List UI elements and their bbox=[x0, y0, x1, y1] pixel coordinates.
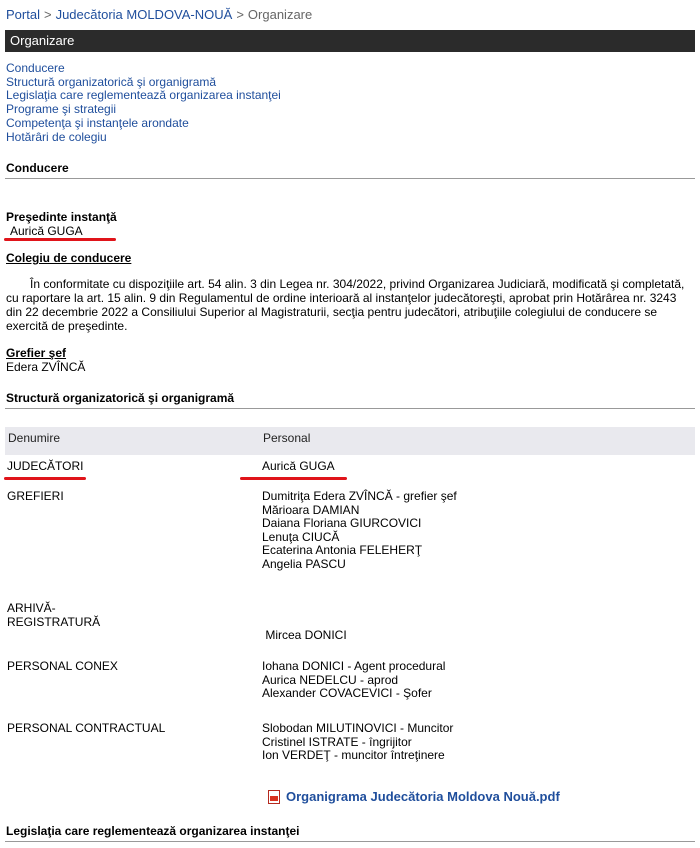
staff-member: Alexander COVACEVICI - Şofer bbox=[262, 686, 432, 700]
table-row-staff bbox=[262, 490, 457, 571]
organigrama-pdf-link[interactable] bbox=[268, 789, 560, 804]
colegiu-label: Colegiu de conducere bbox=[6, 251, 132, 265]
page-title: Organizare bbox=[10, 33, 75, 48]
row-name-line: REGISTRATURĂ bbox=[7, 614, 101, 629]
president-label: Preşedinte instanţă bbox=[6, 210, 117, 224]
table-row-staff bbox=[262, 602, 347, 656]
pdf-file-icon bbox=[268, 790, 280, 804]
staff-member: Aurica NEDELCU - aprod bbox=[262, 672, 399, 687]
staff-member: Angelia PASCU bbox=[262, 556, 346, 571]
section-title-legislatie: Legislaţia care reglementează organizarea instanţei bbox=[6, 824, 300, 838]
staff-member: Mărioara DAMIAN bbox=[262, 502, 360, 517]
staff-member: Cristinel ISTRATE - îngrijitor bbox=[262, 734, 412, 749]
breadcrumb-separator: > bbox=[236, 7, 244, 22]
table-row-name: JUDECĂTORI bbox=[7, 459, 84, 473]
nav-link-legislatie[interactable]: Legislaţia care reglementează organizarea instanţei bbox=[6, 88, 281, 103]
table-row-name: PERSONAL CONTRACTUAL bbox=[7, 721, 166, 735]
nav-link-structura[interactable]: Structură organizatorică şi organigramă bbox=[6, 74, 217, 89]
page-title-bar bbox=[5, 30, 695, 52]
highlight-underline bbox=[240, 477, 347, 480]
nav-link-hotarari[interactable]: Hotărâri de colegiu bbox=[6, 129, 107, 144]
section-title-structura: Structură organizatorică şi organigramă bbox=[6, 391, 235, 405]
table-row-staff bbox=[262, 722, 453, 763]
section-divider bbox=[5, 841, 695, 842]
pdf-link-label: Organigrama Judecătoria Moldova Nouă.pdf bbox=[286, 789, 560, 804]
highlight-underline bbox=[4, 477, 86, 480]
section-divider bbox=[5, 178, 695, 179]
staff-member: Daiana Floriana GIURCOVICI bbox=[262, 516, 422, 530]
row-name-line: ARHIVĂ- bbox=[7, 601, 56, 615]
staff-member: Ion VERDEŢ - muncitor întreţinere bbox=[262, 748, 445, 762]
breadcrumb-court-link[interactable]: Judecătoria MOLDOVA-NOUĂ bbox=[55, 7, 233, 22]
table-row-name: PERSONAL CONEX bbox=[7, 659, 118, 673]
column-header-personal: Personal bbox=[263, 431, 311, 445]
breadcrumb-portal-link[interactable]: Portal bbox=[6, 7, 40, 22]
staff-member: Slobodan MILUTINOVICI - Muncitor bbox=[262, 721, 454, 735]
nav-link-competenta[interactable]: Competenţa şi instanţele arondate bbox=[6, 115, 189, 130]
grefier-label: Grefier şef bbox=[6, 346, 67, 360]
staff-member: Iohana DONICI - Agent procedural bbox=[262, 659, 446, 673]
staff-member: Dumitriţa Edera ZVÎNCĂ - grefier şef bbox=[262, 489, 457, 503]
grefier-name: Edera ZVÎNCĂ bbox=[6, 360, 86, 374]
colegiu-text: În conformitate cu dispoziţiile art. 54 alin. 3 din Legea nr. 304/2022, privind Organizarea Judiciară, modificată şi completată, cu raportare la art. 15 alin. 9 din Regulamentul de ordine interioară al instanţelor judecătoreşti, aprobat prin Hotărârea nr. 3243 din 22 decembrie 2022 a Consiliului Superior al Magistraturii, secţia pentru judecători, atribuţiile colegiului de conducere se exercită de preşedinte. bbox=[6, 277, 685, 333]
nav-link-programe[interactable]: Programe şi strategii bbox=[6, 102, 117, 117]
section-divider bbox=[5, 408, 695, 409]
table-row-staff bbox=[262, 660, 445, 701]
president-name: Aurică GUGA bbox=[10, 224, 83, 238]
staff-member: Mircea DONICI bbox=[262, 628, 347, 642]
table-header bbox=[5, 427, 695, 455]
staff-member: Aurică GUGA bbox=[262, 459, 335, 473]
section-nav bbox=[6, 62, 281, 144]
breadcrumb bbox=[6, 7, 312, 22]
staff-member: Lenuţa CIUCĂ bbox=[262, 529, 340, 544]
breadcrumb-current: Organizare bbox=[247, 7, 313, 22]
column-header-denumire: Denumire bbox=[8, 431, 61, 445]
highlight-underline bbox=[4, 238, 116, 241]
table-row-staff bbox=[262, 460, 335, 474]
table-row-name bbox=[7, 602, 100, 629]
nav-link-conducere[interactable]: Conducere bbox=[6, 61, 65, 75]
staff-member: Ecaterina Antonia FELEHERŢ bbox=[262, 543, 423, 557]
section-title-conducere: Conducere bbox=[6, 161, 69, 175]
breadcrumb-separator: > bbox=[43, 7, 52, 22]
table-row-name: GREFIERI bbox=[7, 489, 64, 503]
